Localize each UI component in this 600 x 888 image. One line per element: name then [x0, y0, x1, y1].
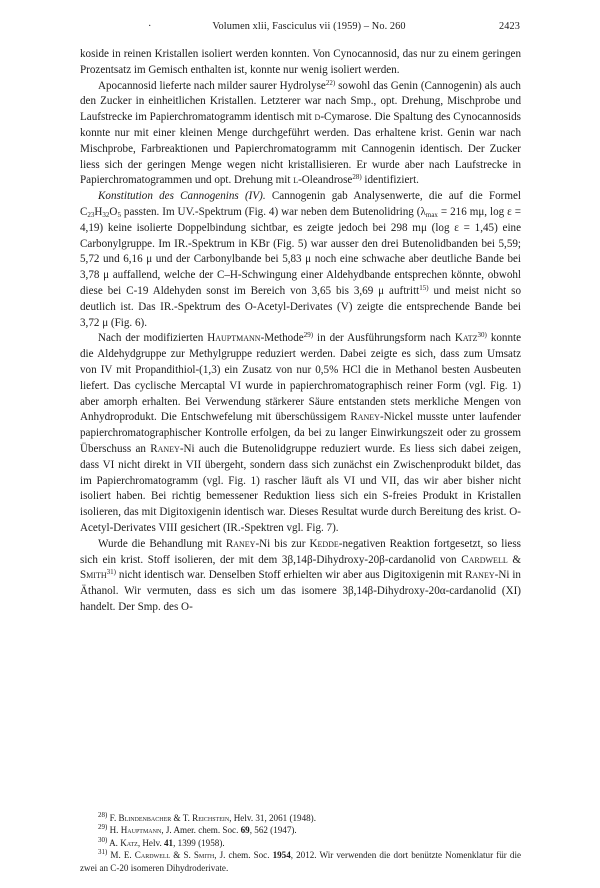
- text-run: in der Ausführungsform nach: [313, 332, 455, 345]
- small-caps-name: Cardwell: [134, 850, 171, 861]
- text-run: und meist nicht so deutlich ist. Das IR.-Spektrum des O-Acetyl-Derivates (V) zeigte die entsprechende Bande bei 3,72 μ (Fig. 6).: [80, 284, 521, 329]
- text-run: -Oleandrose: [298, 174, 353, 187]
- text-run: & T.: [171, 813, 193, 823]
- text-run: Nach der modifizierten: [98, 332, 208, 345]
- text-run: -Nickel musste unter laufender papierchromatographischer Kontrolle erfolgen, da bei zu langer Einwirkungszeit oder zu grossem Überschuss an: [80, 411, 521, 455]
- text-run: H.: [107, 825, 121, 836]
- text-run: , 1399 (1958).: [173, 837, 225, 848]
- small-caps-name: Hauptmann: [120, 825, 162, 836]
- subscript: 23: [87, 210, 95, 219]
- text-run: , 562 (1947).: [249, 825, 297, 836]
- small-caps-name: Raney: [150, 442, 180, 455]
- text-run: sowohl das Genin (Cannogenin) als auch den Zucker in einheitlichen Kristallen. Letzterer war nach Smp., opt. Drehung, Mischprobe und Laufstrecke im Papierchromatogramm identisch mit: [80, 79, 521, 124]
- paragraph-continuation: [80, 47, 521, 79]
- text-run: -Methode: [260, 332, 304, 345]
- small-caps-name: Smith: [80, 569, 107, 582]
- small-caps-name: Hauptmann: [207, 332, 261, 345]
- header-volume-text: Volumen xlii, Fasciculus vii (1959) – No. 260: [212, 21, 406, 32]
- text-run: & S.: [170, 850, 194, 861]
- text-run: , Helv.: [137, 837, 164, 848]
- italic-text: Konstitution des Cannogenins (IV).: [98, 190, 266, 203]
- superscript-ref: 30): [98, 835, 108, 844]
- text-run: nicht identisch war. Denselben Stoff erhielten wir aber aus Digitoxigenin mit: [115, 569, 465, 582]
- subscript: max: [425, 210, 438, 219]
- superscript-ref: 30): [477, 331, 487, 340]
- text-run: H: [94, 205, 103, 218]
- small-caps-name: Kedde: [309, 537, 339, 550]
- small-caps-name: Katz: [454, 332, 478, 345]
- small-caps-name: Smith: [193, 850, 215, 861]
- subscript: 5: [117, 210, 121, 219]
- superscript-ref: 31): [106, 568, 116, 577]
- text-run: identifiziert.: [361, 174, 419, 187]
- small-caps-name: Reichstein: [192, 813, 230, 823]
- text-run: -Ni bis zur: [255, 537, 310, 550]
- bold-text: 41: [164, 837, 174, 848]
- text-run: Wurde die Behandlung mit: [98, 537, 226, 550]
- subscript: 32: [102, 210, 110, 219]
- text-run: , J. chem. Soc.: [214, 850, 273, 861]
- text-run: M. E.: [107, 850, 135, 861]
- footnote-31: [80, 849, 521, 874]
- small-caps-name: Raney: [225, 537, 256, 550]
- bold-text: 69: [240, 825, 250, 836]
- text-run: konnte die Aldehydgruppe zur Methylgruppe reduziert werden. Dabei zeigte es sich, dass zum Umsatz von IV mit Propandithiol-(1,3) ein Zusatz von nur 0,5% HCl die in Methanol besten Ausbeuten liefert. Das cyclische Mercaptal VI wurde in papierchromatographisch reiner Form (vgl. Fig. 1) aber amorph erhalten. Bei Verwendung stärkerer Säure entstanden stets merkliche Mengen von Anhydroprodukt. Die Entschwefelung mit überschüssigem: [80, 332, 522, 424]
- paragraph-hydrolysis: [80, 79, 521, 190]
- small-caps-name: l: [293, 174, 299, 187]
- text-run: -Ni auch die Butenolidgruppe reduziert wurde. Es liess sich dabei zeigen, dass VI nicht direkt in VII übergeht, sondern dass sich zunächst ein Zwischenprodukt bildet, das im Papierchromatogramm (vgl. Fig. 1) rascher läuft als VI und VII, das wir aber bisher nicht isoliert haben. Bei richtig bemessener Reduktion liess sich ein S-freies Produkt in Kristallen isolieren, das mit Digitoxigenin identisch war. Dieses Resultat wurde durch Bereitung des krist. O-Acetyl-Derivates VIII gesichert (IR.-Spektren vgl. Fig. 7).: [80, 442, 521, 534]
- superscript-ref: 28): [352, 173, 362, 182]
- footnotes: [80, 812, 521, 874]
- footnote-30: [80, 837, 521, 849]
- text-run: O: [109, 205, 118, 218]
- body-text: [80, 47, 521, 616]
- text-run: Apocannosid lieferte nach milder saurer Hydrolyse: [98, 79, 326, 92]
- text-run: -Cymarose. Die Spaltung des Cynocannosids konnte nur mit einer kleinen Menge durchgeführt werden. Das erhaltene krist. Genin war nach Mischprobe, Farbreaktionen und Papierchromatogramm mit Cannogenin identisch. Der Zucker liess sich der geringen Menge wegen nicht kristallisieren. Er wurde aber nach Laufstrecke in Papierchromatogrammen und opt. Drehung mit: [80, 111, 521, 187]
- footnote-28: [80, 812, 521, 824]
- text-run: , 2012. Wir verwenden die dort benützte Nomenklatur für die zwei an C-20 isomeren Dihydroderivate.: [80, 850, 522, 873]
- paragraph-raney-treatment: [80, 537, 521, 616]
- text-run: koside in reinen Kristallen isoliert werden konnten. Von Cynocannosid, das nur zu einem geringen Prozentsatz im Gemisch enthalten ist, konnte nur wenig isoliert werden.: [80, 48, 521, 76]
- text-run: = 216 mμ, log ε = 4,19) keine isolierte Doppelbindung sichtbar, es zeigte jedoch bei 298 mμ (log ε = 1,45) eine Carbonylgruppe. Im IR.-Spektrum in KBr (Fig. 5) war ausser den drei Butenolidbanden bei 5,59; 5,72 und 6,16 μ und der Carbonylbande bei 5,83 μ noch eine schwache aber deutliche Bande bei 3,78 μ auffallend, welche der C–H-Schwingung einer Aldehydbande entsprechen könnte, obwohl diese bei C-19 Aldehyden sonst im Bereich von 3,65 bis 3,69 μ auftritt: [80, 205, 522, 297]
- small-caps-name: Cardwell: [461, 553, 508, 566]
- superscript-ref: 29): [98, 823, 108, 832]
- text-run: passten. Im UV.-Spektrum (Fig. 4) war neben dem Butenolidring (λ: [120, 205, 426, 218]
- text-run: F.: [107, 813, 119, 823]
- text-run: &: [507, 553, 521, 566]
- small-caps-name: Katz: [120, 837, 138, 848]
- paragraph-hauptmann-method: [80, 331, 521, 536]
- small-caps-name: Raney: [350, 411, 380, 424]
- bold-text: 1954: [272, 850, 291, 861]
- text-run: , Helv. 31, 2061 (1948).: [229, 813, 316, 823]
- small-caps-name: Blindenbacher: [118, 813, 172, 823]
- text-run: -negativen Reaktion fortgesetzt, so liess sich ein krist. Stoff isolieren, der mit dem 3β,14β-Dihydroxy-20β-cardanolid von: [80, 537, 521, 566]
- paragraph-constitution: [80, 189, 521, 331]
- text-run: , J. Amer. chem. Soc.: [161, 825, 241, 836]
- footnote-29: [80, 824, 521, 836]
- superscript-ref: 28): [98, 811, 108, 819]
- superscript-ref: 31): [98, 848, 108, 857]
- small-caps-name: d: [314, 111, 321, 124]
- text-run: -Ni in Äthanol. Wir vermuten, dass es sich um das isomere 3β,14β-Dihydroxy-20α-cardanolid (XI) handelt. Der Smp. des O-: [80, 569, 521, 613]
- small-caps-name: Raney: [465, 569, 495, 582]
- text-run: A.: [107, 837, 121, 848]
- text-run: Cannogenin gab Analysenwerte, die auf die Formel C: [80, 190, 521, 218]
- superscript-ref: 22): [325, 78, 336, 87]
- superscript-ref: 15): [419, 283, 429, 292]
- superscript-ref: 29): [303, 331, 314, 340]
- page-number: 2423: [499, 21, 520, 32]
- header-dot: ·: [148, 21, 152, 32]
